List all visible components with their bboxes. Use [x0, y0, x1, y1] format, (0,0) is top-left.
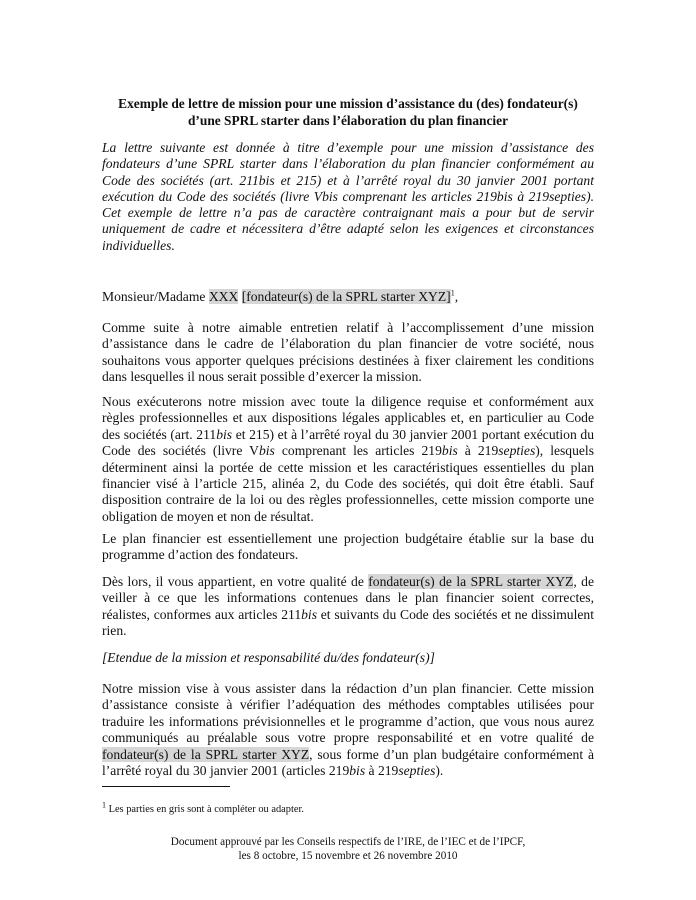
paragraph-3: Le plan financier est essentiellement une projection budgétaire établie sur la base du programme d’action des fondateurs.	[102, 531, 594, 563]
footnote	[102, 800, 304, 816]
section-heading: [Etendue de la mission et responsabilité du/des fondateur(s)]	[102, 650, 435, 665]
title-line-1: Exemple de lettre de mission pour une mission d’assistance du (des) fondateur(s)	[118, 96, 578, 111]
footer-line-1: Document approuvé par les Conseils respectifs de l’IRE, de l’IEC et de l’IPCF,	[170, 836, 526, 848]
title-line-2: d’une SPRL starter dans l’élaboration du plan financier	[187, 113, 509, 128]
footer-line-2: les 8 octobre, 15 novembre et 26 novembre 2010	[238, 850, 458, 862]
footnote-text: Les parties en gris sont à compléter ou adapter.	[106, 804, 304, 815]
footnote-reference: 1	[450, 288, 455, 298]
page-footer	[100, 835, 596, 863]
footnote-divider	[102, 786, 230, 787]
placeholder-name: XXX	[208, 289, 239, 304]
document-title	[100, 95, 596, 129]
paragraph-2: Nous exécuterons notre mission avec toute la diligence requise et conformément aux règles professionnelles et aux dispositions légales applicables et, en particulier au Code des sociétés (art. 211bis et 215) et à l’arrêté royal du 30 janvier 2001 portant exécution du Code des sociétés (livre Vbis comprenant les articles 219bis à 219septies), lesquels déterminent ainsi la portée de cette mission et les caractéristiques essentielles du plan financier visé à l’article 215, alinéa 2, du Code des sociétés, qui doit être établi. Sauf disposition contraire de la loi ou des règles professionnelles, cette mission comporte une obligation de moyen et non de résultat.	[102, 394, 594, 524]
placeholder-founders: fondateur(s) de la SPRL starter XYZ	[102, 746, 310, 762]
placeholder-founders: fondateur(s) de la SPRL starter XYZ	[368, 574, 574, 589]
paragraph-4: Dès lors, il vous appartient, en votre qualité de fondateur(s) de la SPRL starter XYZ, de veiller à ce que les informations contenues dans le plan financier soient correctes, réalistes, conformes aux articles 211bis et suivants du Code des sociétés et ne dissimulent rien.	[102, 574, 594, 639]
paragraph-5: Notre mission vise à vous assister dans la rédaction d’un plan financier. Cette mission d’assistance consiste à vérifier l’adéquation des méthodes comptables utilisées pour traduire les informations prévisionnelles et le programme d’action, que vous nous aurez communiqués au préalable sous votre propre responsabilité et en votre qualité de fondateur(s) de la SPRL starter XYZ, sous forme d’un plan budgétaire conformément à l’arrêté royal du 30 janvier 2001 (articles 219bis à 219septies).	[102, 681, 595, 779]
intro-paragraph: La lettre suivante est donnée à titre d’exemple pour une mission d’assistance des fondateurs d’une SPRL starter dans l’élaboration du plan financier conformément au Code des sociétés (art. 211bis et 215) et à l’arrêté royal du 30 janvier 2001 portant exécution du Code des sociétés (livre Vbis comprenant les articles 219bis à 219septies). Cet exemple de lettre n’a pas de caractère contraignant mais a pour but de servir uniquement de cadre et nécessitera d’être adapté selon les exigences et circonstances individuelles.	[102, 140, 594, 253]
salutation: Monsieur/Madame XXX [fondateur(s) de la SPRL starter XYZ]$^1$,	[102, 288, 459, 304]
placeholder-founders: [fondateur(s) de la SPRL starter XYZ]	[241, 289, 451, 304]
paragraph-1: Comme suite à notre aimable entretien relatif à l’accomplissement d’une mission d’assistance dans le cadre de l’élaboration du plan financier de votre société, nous souhaitons vous apporter quelques précisions destinées à fixer clairement les conditions dans lesquelles il nous serait possible d’exercer la mission.	[102, 320, 594, 385]
footnote-number: 1	[102, 800, 106, 810]
